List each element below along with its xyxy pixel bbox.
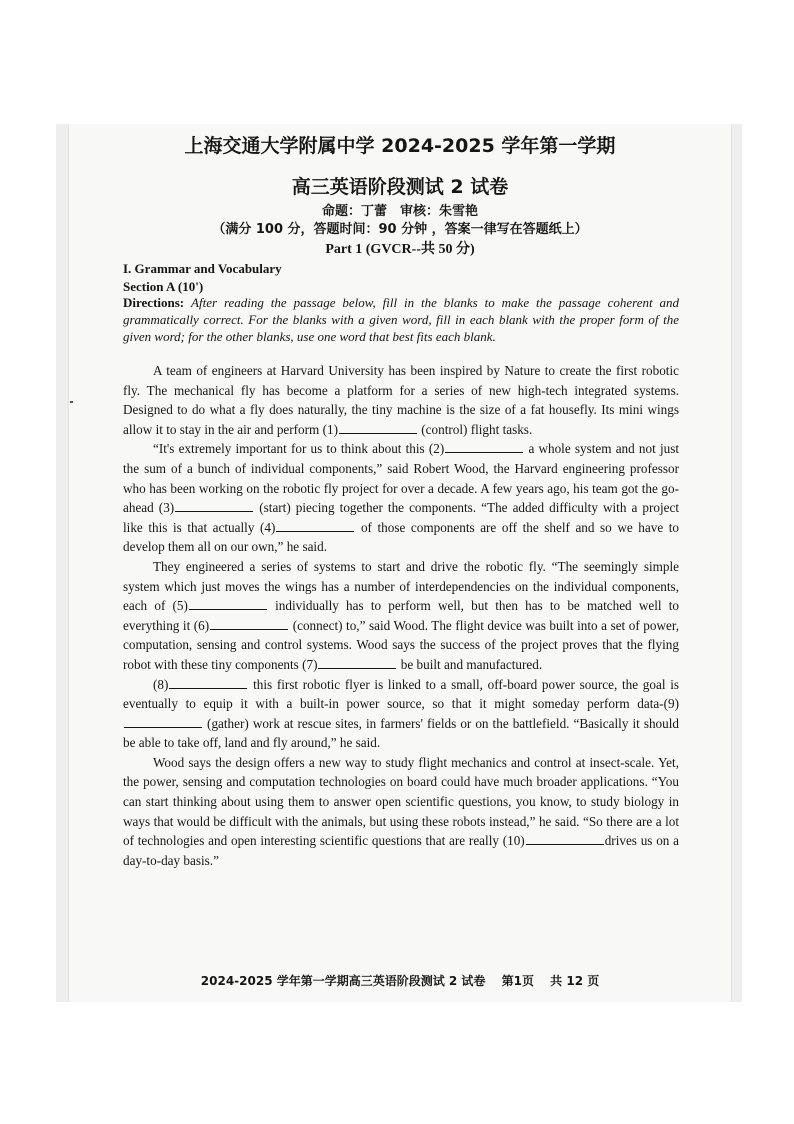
blank-4[interactable]: [276, 519, 354, 532]
paragraph-3: [123, 557, 679, 675]
authors-line: 命题：丁蕾 审核：朱雪艳: [321, 204, 478, 219]
blank-5[interactable]: [189, 597, 267, 610]
blank-9[interactable]: [124, 715, 202, 728]
blank-8[interactable]: [169, 676, 247, 689]
blank-2[interactable]: [445, 440, 523, 453]
blank-6[interactable]: [210, 617, 288, 630]
section-heading: I. Grammar and Vocabulary: [123, 261, 282, 276]
footer-title: 2024-2025 学年第一学期高三英语阶段测试 2 试卷: [200, 974, 486, 988]
instructions-line: （满分 100 分，答题时间：90 分钟 ，答案一律写在答题纸上）: [212, 222, 588, 237]
directions-label: Directions:: [123, 295, 185, 310]
blank-10[interactable]: [526, 832, 604, 845]
paragraph-1: [123, 361, 679, 439]
exam-title: 高三英语阶段测试 2 试卷: [291, 176, 509, 198]
p2-text-d: of those components are off the shelf and so we have to develop them all on our own,” he said.: [123, 519, 680, 555]
footer-page: 第1页: [501, 974, 534, 988]
p5-text-a: Wood says the design offers a new way to study flight mechanics and control at insect-scale. Yet, the power, sensing and computation technologies on board could have much broader applications. “You can start thinking about using them to answer open scientific questions, you know, to study biology in ways that would be difficult with the animals, but using these robots instead,” he said. “So there are a lot of technologies and open interesting scientific questions that are really (10): [123, 754, 679, 849]
p3-text-c: (connect) to,” said Wood. The flight device was built into a set of power, computation, sensing and control systems. Wood says the success of the project proves that the flying robot with these tiny components (7): [123, 617, 679, 672]
p4-text-a: (8): [153, 676, 169, 692]
scan-speck: [70, 401, 73, 403]
blank-1[interactable]: [339, 421, 417, 434]
paragraph-2: [123, 439, 679, 557]
part-heading: Part 1 (GVCR--共 50 分): [325, 242, 475, 257]
passage: [123, 361, 679, 870]
page-footer: [140, 972, 660, 989]
paragraph-4: [123, 675, 679, 753]
p2-text-a: “It's extremely important for us to think about this (2): [153, 441, 445, 457]
directions-text: After reading the passage below, fill in the blanks to make the passage coherent and grammatically correct. For the blanks with a given word, fill in each blank with the proper form of the given word; for the other blanks, use one word that best fits each blank.: [123, 295, 679, 345]
p5-text-b: drives us on a day-to-day basis.”: [123, 833, 680, 868]
p4-text-c: (gather) work at rescue sites, in farmers' fields or on the battlefield. “Basically it should be able to take off, land and fly around,” he said.: [123, 715, 679, 751]
blank-7[interactable]: [318, 656, 396, 669]
footer-total: 共 12 页: [550, 974, 600, 988]
directions: [123, 294, 679, 346]
p1-text-a: A team of engineers at Harvard University has been inspired by Nature to create the first robotic fly. The mechanical fly has become a platform for a series of new high-tech integrated systems. Designed to do what a fly does naturally, the tiny machine is the size of a fat housefly. Its mini wings allow it to stay in the air and perform (1): [123, 363, 679, 437]
section-subheading: Section A (10'): [123, 279, 204, 294]
paragraph-5: [123, 753, 679, 871]
scan-left-edge: [56, 124, 68, 1002]
p3-text-b: individually has to perform well, but then has to be matched well to everything it (6): [123, 598, 680, 633]
p3-text-d: be built and manufactured.: [400, 656, 543, 672]
school-title: 上海交通大学附属中学 2024-2025 学年第一学期: [184, 135, 616, 157]
p2-text-b: a whole system and not just the sum of a bunch of individual components,” said Robert Wood, the Harvard engineering professor who has been working on the robotic fly project for over a decade. A few years ago, his team got the go-ahead (3): [123, 441, 679, 516]
p3-text-a: They engineered a series of systems to start and drive the robotic fly. “The seemingly simple system which just moves the wings has a number of interdependencies on the individual components, each of (5): [123, 558, 679, 614]
p2-text-c: (start) piecing together the components. “The added difficulty with a project like this is that actually (4): [123, 500, 680, 535]
blank-3[interactable]: [175, 499, 253, 512]
p4-text-b: this first robotic flyer is linked to a small, off-board power source, the goal is eventually to equip it with a built-in power source, so that it might someday perform data-(9): [123, 676, 679, 712]
p1-text-b: (control) flight tasks.: [421, 421, 533, 437]
